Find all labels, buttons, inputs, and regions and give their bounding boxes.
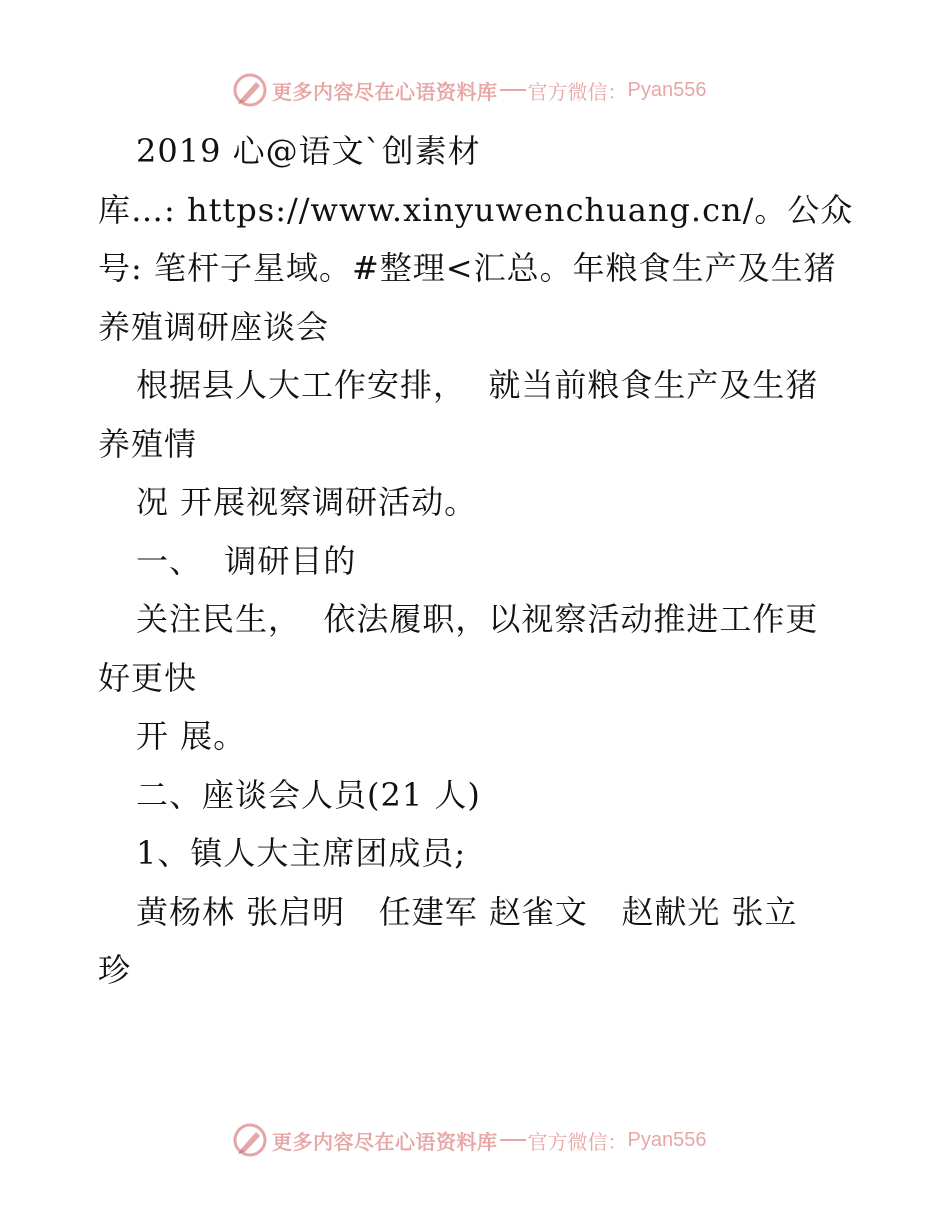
banner-official-label: 官方微信： (527, 79, 628, 104)
pen-logo-icon (232, 72, 268, 108)
banner-wechat-id: Pyan556 (627, 78, 707, 101)
header-banner (232, 70, 706, 110)
banner-title: 更多内容尽在心语资料库 (272, 79, 498, 104)
doc-line-2: 库…: https://www.xinyuwenchuang.cn/。公众 (98, 190, 854, 229)
banner-dash (500, 1139, 526, 1141)
doc-line-14: 黄杨林 张启明 任建军 赵雀文 赵献光 张立 (136, 892, 798, 931)
document-body (98, 122, 858, 1000)
footer-banner (232, 1120, 706, 1160)
doc-line-8: 一、 调研目的 (136, 541, 357, 580)
pen-logo-icon (232, 1122, 268, 1158)
banner-dash (500, 89, 526, 91)
banner-official-label: 官方微信： (527, 1129, 628, 1154)
doc-line-1: 2019 心@语文`创素材 (136, 132, 481, 170)
doc-line-5: 根据县人大工作安排， 就当前粮食生产及生猪 (136, 366, 819, 404)
doc-line-12: 二、座谈会人员(21 人) (136, 775, 481, 814)
doc-line-10: 好更快 (98, 658, 198, 697)
doc-line-3: 号: 笔杆子星域。#整理<汇总。年粮食生产及生猪 (98, 249, 837, 287)
doc-line-11: 开 展。 (136, 717, 247, 755)
banner-title: 更多内容尽在心语资料库 (272, 1129, 498, 1154)
doc-line-6: 养殖情 (98, 424, 198, 463)
doc-line-9: 关注民生， 依法履职，以视察活动推进工作更 (136, 600, 819, 638)
doc-line-7: 况 开展视察调研活动。 (136, 483, 478, 521)
doc-line-15: 珍 (98, 951, 132, 989)
doc-line-4: 养殖调研座谈会 (98, 307, 330, 346)
doc-line-13: 1、镇人大主席团成员; (136, 834, 467, 872)
banner-wechat-id: Pyan556 (627, 1128, 707, 1151)
